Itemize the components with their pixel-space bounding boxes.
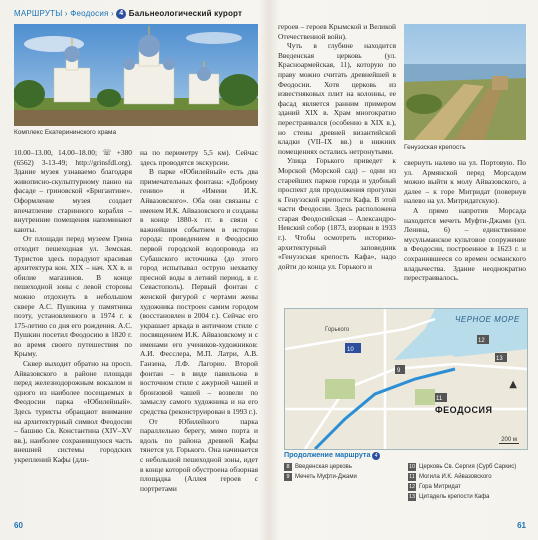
route-number-badge: 4 bbox=[116, 9, 126, 19]
scale-bar: 200 м bbox=[501, 437, 517, 443]
route-map bbox=[284, 308, 528, 450]
paragraph: От Юбилейного парка параллельно берегу, мимо порта и вдоль по района древней Кафы тянется ул. Горького. Она начинается с небольшой пешеходной зоны, идет в конце которой обустроена обзорная площадка (Аллея героев с портретами bbox=[140, 416, 258, 493]
paragraph: 10.00–13.00, 14.00–18.00; ☏ +380 (6562) 3-13-49; http://grinsfdl.org). Здание музея узнаваемо благодаря живописно-скульптурному панно на фасаде – гриновской «Бригантине». Оформление музея создает впечатление старинного корабля – внутренние помещения напоминают каюты. bbox=[14, 148, 132, 234]
legend-item-label: Гора Митридат bbox=[419, 484, 461, 490]
legend-item-number: 13 bbox=[408, 494, 416, 500]
north-arrow-icon: ▲ bbox=[509, 379, 517, 390]
svg-text:13: 13 bbox=[496, 356, 503, 362]
legend-item-label: Введенская церковь bbox=[295, 464, 352, 470]
header-city: Феодосия bbox=[70, 9, 109, 19]
legend-item-label: Мечеть Муфти-Джами bbox=[295, 474, 357, 480]
left-column-1 bbox=[14, 148, 132, 465]
svg-text:9: 9 bbox=[397, 368, 401, 374]
legend-item bbox=[408, 483, 526, 491]
paragraph: свернуть налево на ул. Портовую. По ул. Армянской перед Морсадом можно выйти к молу Айвазовского, а далее – к горе Митридат (повернув налево на ул. Митридатскую). bbox=[404, 158, 526, 206]
legend-item bbox=[284, 463, 402, 471]
paragraph: В парке «Юбилейный» есть два примечательных фонтана: «Доброму гению» и «Имени И.К. Айвазовского». Оба они связаны с именем И.К. Айвазовского и созданы в конце 1880-х гг. в связи с важнейшим событием в истории города: проведением в Феодосию первой городской водопровода из Субашского источника (до этого город испытывал острую нехватку пресной воды в летний период, в г. Севастополь). Первый фонтан с женской фигурой с чертами жены художника построен самим городом (восстановлен в 2004 г.). Сейчас его украшает аркада в античном стиле с посвящением И.К. Айвазовскому и с именами его учеников-художников: А.И. Фесслера, М.П. Латри, А.В. Ганзена, Л.Ф. Лагорио. Второй фонтан – в виде павильона в восточном стиле с ажурной чашей и бронзовой чашей – возвели по замыслу самого художника и на его средства (реконструирован в 1993 г.). bbox=[140, 167, 258, 417]
legend-item bbox=[408, 463, 526, 471]
left-page bbox=[0, 0, 268, 540]
header-section: МАРШРУТЫ bbox=[14, 9, 63, 19]
paragraph: героев – героев Крымской и Великой Отечественной войн). bbox=[278, 22, 396, 41]
photo-caption: Генуэзская крепость bbox=[404, 144, 466, 151]
page-number: 60 bbox=[14, 521, 23, 530]
legend-route-badge: 4 bbox=[372, 452, 380, 460]
legend-item bbox=[408, 473, 526, 481]
paragraph: Сквер выходит обратно на просп. Айвазовского в районе площади перед железнодорожным вокзалом и одного из наиболее посещаемых в Феодосии парка «Юбилейный». Здесь туристы обращают внимание на архитектурный символ Феодосии – башню Св. Константина (XIV–XV вв.), наиболее сохранившуюся часть внешней системы городских укреплений Кафы (дли- bbox=[14, 359, 132, 464]
running-header: МАРШРУТЫ › Феодосия › 4 Бальнеологический курорт bbox=[14, 9, 243, 19]
legend-item-label: Могила И.К. Айвазовского bbox=[419, 474, 492, 480]
svg-text:12: 12 bbox=[478, 338, 485, 344]
legend-item bbox=[408, 493, 526, 501]
page-number: 61 bbox=[517, 521, 526, 530]
legend-item-label: Церковь Св. Сергия (Сурб Саркис) bbox=[419, 464, 517, 470]
legend-item-number: 8 bbox=[284, 463, 292, 471]
paragraph: От площади перед музеем Грина отходит пешеходная ул. Земская. Туристов здесь порадуют красивая архитектура кон. XIX – нач. XX в. и обилие магазинов. В конце пешеходной зоны с левой стороны можно отдохнуть в небольшом сквере А.С. Пушкина у памятника поэту, установленного в 1974 г. к 175-летию со дня его рождения. А.С. Пушкин посетил Феодосию в 1820 г. во время своего путешествия по Крыму. bbox=[14, 234, 132, 359]
paragraph: на по периметру 5,5 км). Сейчас здесь проводятся экскурсии. bbox=[140, 148, 258, 167]
right-page bbox=[270, 0, 538, 540]
sea-label: ЧЕРНОЕ МОРЕ bbox=[455, 315, 520, 324]
legend-item-label: Цитадель крепости Кафа bbox=[419, 494, 490, 500]
legend-item-number: 9 bbox=[284, 473, 292, 481]
legend-item-number: 10 bbox=[408, 464, 416, 470]
street-label: Горького bbox=[325, 327, 350, 333]
map-legend bbox=[284, 450, 526, 503]
header-route-title: Бальнеологический курорт bbox=[128, 9, 243, 19]
svg-text:10: 10 bbox=[347, 347, 354, 353]
city-label: ФЕОДОСИЯ bbox=[435, 405, 493, 415]
legend-item-number: 12 bbox=[408, 484, 416, 490]
left-column-2 bbox=[140, 148, 258, 493]
church-photo bbox=[14, 24, 258, 126]
legend-item-number: 11 bbox=[409, 474, 415, 480]
legend-item bbox=[284, 473, 402, 481]
legend-title: Продолжение маршрута bbox=[284, 450, 371, 459]
legend-column-right bbox=[408, 463, 526, 503]
svg-text:11: 11 bbox=[436, 396, 443, 402]
paragraph: А прямо напротив Морсада находится мечеть Муфти-Джами (ул. Ленина, 6) – единственное мусульманское культовое сооружение в Феодосии, построенное в 1623 г. и сохранившееся со времен османского владычества. Здание неоднократно перестраивалось. bbox=[404, 205, 526, 283]
photo-caption: Комплекс Екатерининского храма bbox=[14, 129, 117, 136]
legend-column-left bbox=[284, 463, 402, 503]
right-column-2 bbox=[404, 158, 526, 283]
fortress-photo bbox=[404, 24, 526, 140]
paragraph: Чуть в глубине находится Введенская церковь (ул. Красноармейская, 11), которую по праву можно считать древнейшей в Феодосии. Хотя церковь из известняковых плит на колонны, ее фасад является ранним примером зданий XIX в. Храм многократно перестраивался (особенно в XIX в.), но стены древней византийской кладки (VII–IX вв.) в нижних помещениях остались нетронутыми. bbox=[278, 41, 396, 156]
right-column-1 bbox=[278, 22, 396, 271]
paragraph: Улица Горького приведет к Морской (Морской сад) – одни из старейших парков города и удобный проспект для продолжения прогулки к Генуэзской крепости Кафа. В этой части Феодосии. Здесь расположена старая Феодосийская – Александро-Невский собор (1873, взорван в 1933 г.). Чтобы осмотреть историко-архитектурный заповедник «Генуэзская крепость Кафа», надо дойти до конца ул. Горького и bbox=[278, 156, 396, 271]
